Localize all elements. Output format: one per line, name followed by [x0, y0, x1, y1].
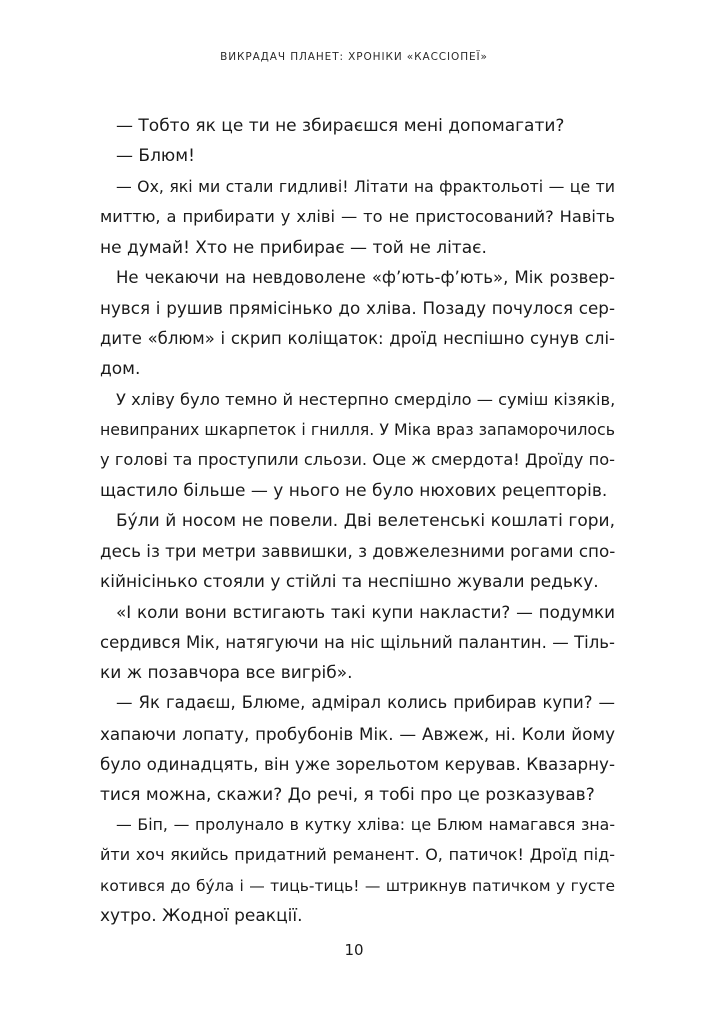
text-line: сердився Мік, натягуючи на ніс щільний палантин. — Тіль-: [100, 632, 615, 652]
text-line: дом.: [100, 359, 141, 380]
text-line: котився до бу́ла і — тиць-тиць! — штрикнув патичком у густе: [100, 876, 615, 895]
text-line: йти хоч якийсь придатний реманент. О, патичок! Дроїд під-: [100, 845, 615, 865]
text-line: «І коли вони встигають такі купи накласти? — подумки: [116, 602, 615, 623]
text-line: — Тобто як це ти не збираєшся мені допомагати?: [116, 116, 565, 136]
text-line: кійнісінько стояли у стійлі та неспішно жували редьку.: [100, 571, 599, 592]
text-line: хапаючи лопату, пробубонів Мік. — Авжеж, ні. Коли йому: [100, 723, 615, 744]
text-line: — Ох, які ми стали гидливі! Літати на фрактольоті — це ти: [116, 176, 615, 196]
text-line: щастило більше — у нього не було нюхових рецепторів.: [100, 480, 608, 501]
page-number: 10: [344, 941, 364, 959]
running-header: ВИКРАДАЧ ПЛАНЕТ: ХРОНІКИ «КАССІОПЕЇ»: [220, 51, 488, 63]
text-line: ки ж позавчора все вигріб».: [100, 663, 353, 684]
text-line: — Як гадаєш, Блюме, адмірал колись прибирав купи? —: [116, 693, 615, 713]
text-line: десь із три метри заввишки, з довжелезними рогами спо-: [100, 541, 615, 562]
text-line: тися можна, скажи? До речі, я тобі про це розказував?: [100, 784, 595, 805]
text-line: миттю, а прибирати у хліві — то не пристосований? Навіть: [100, 207, 615, 227]
body-text: [100, 111, 615, 932]
text-line: нувся і рушив прямісінько до хліва. Позаду почулося сер-: [100, 298, 615, 319]
text-line: було одинадцять, він уже зорельотом керував. Квазарну-: [100, 754, 615, 775]
text-line: не думай! Хто не прибирає — той не літає.: [100, 237, 487, 258]
text-line: — Біп, — пролунало в кутку хліва: це Блюм намагався зна-: [116, 814, 615, 834]
text-line: — Блюм!: [116, 146, 195, 167]
text-line: хутро. Жодної реакції.: [100, 906, 303, 927]
text-line: дите «блюм» і скрип коліщаток: дроїд неспішно сунув слі-: [100, 328, 615, 348]
text-line: Бу́ли й носом не повели. Дві велетенські кошлаті гори,: [116, 511, 615, 532]
text-line: у голові та проступили сльози. Оце ж смердота! Дроїду по-: [100, 450, 615, 470]
text-line: Не чекаючи на невдоволене «фʼють-фʼють», Мік розвер-: [116, 267, 615, 287]
text-line: У хліву було темно й нестерпно смерділо — суміш кізяків,: [116, 389, 615, 409]
text-line: невипраних шкарпеток і гнилля. У Міка враз запаморочилось: [100, 419, 615, 439]
